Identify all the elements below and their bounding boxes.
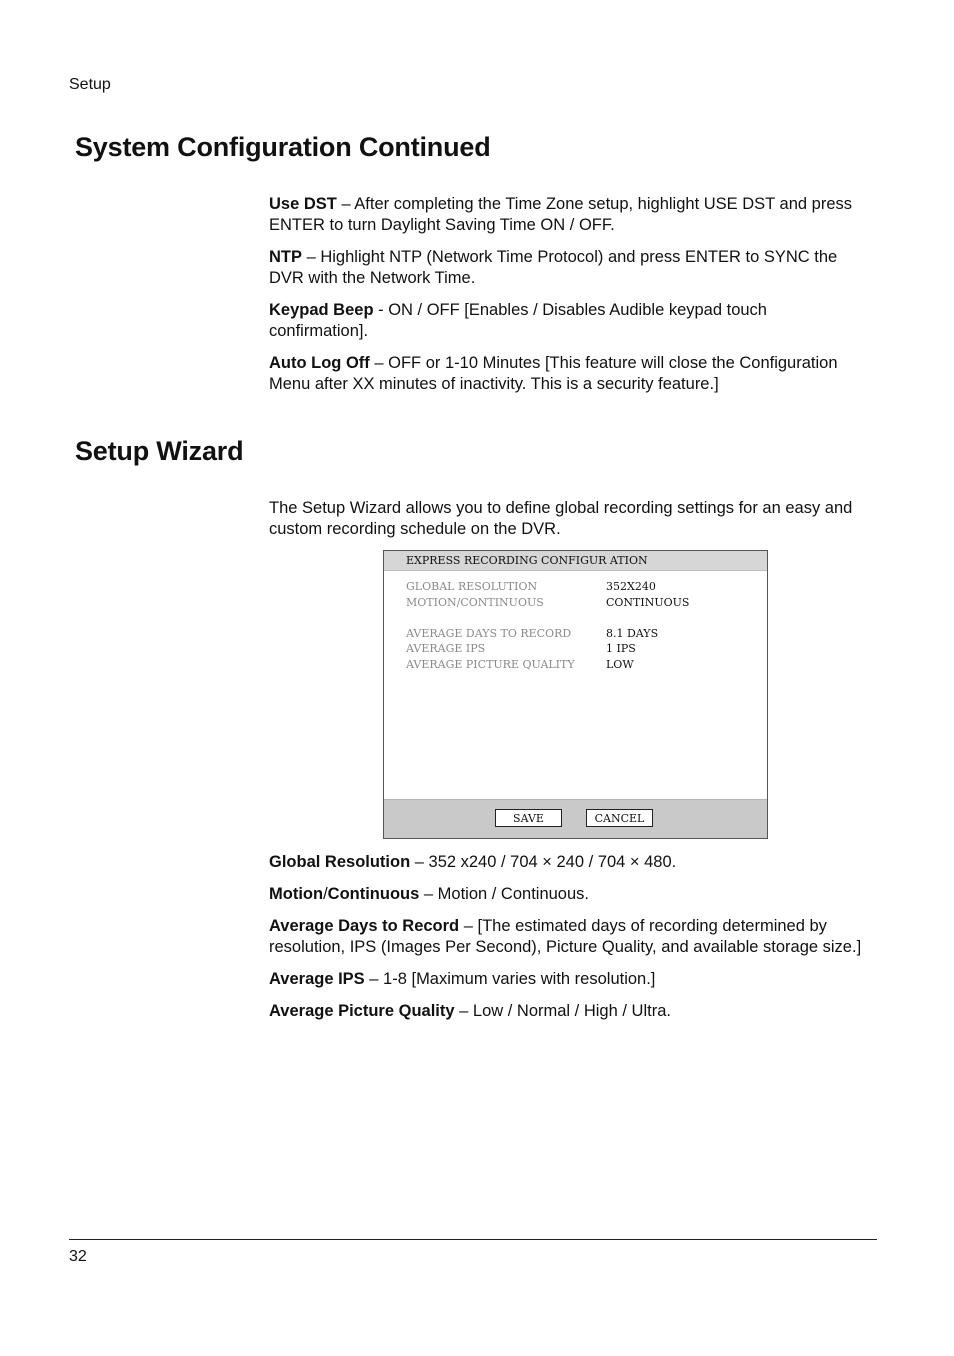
section-title-system-configuration: System Configuration Continued bbox=[75, 132, 491, 162]
keypad-beep-term: Keypad Beep bbox=[269, 301, 374, 319]
setting-value: 352X240 bbox=[606, 580, 656, 593]
average-days-text: – [The estimated days of recording determined by resolution, IPS (Images Per Second), Picture Quality, and available storage size.] bbox=[269, 917, 862, 956]
auto-log-off-text: – OFF or 1-10 Minutes [This feature will close the Configuration Menu after XX minutes of inactivity. This is a security feature.] bbox=[269, 354, 838, 393]
setting-value: CONTINUOUS bbox=[606, 595, 690, 609]
average-ips-term: Average IPS bbox=[269, 970, 365, 988]
setting-value: LOW bbox=[606, 657, 634, 671]
settings-list bbox=[406, 579, 746, 672]
global-resolution-text: – 352 x240 / 704 × 240 / 704 × 480. bbox=[410, 853, 677, 871]
setting-label: GLOBAL RESOLUTION bbox=[406, 580, 538, 593]
system-configuration-body bbox=[269, 194, 869, 395]
setting-row-motion-continuous[interactable] bbox=[406, 595, 746, 611]
motion-continuous-text: – Motion / Continuous. bbox=[419, 885, 589, 903]
save-button[interactable]: SAVE bbox=[495, 809, 562, 827]
motion-term: Motion bbox=[269, 885, 324, 903]
ntp-paragraph bbox=[269, 247, 869, 289]
setting-label: MOTION/CONTINUOUS bbox=[406, 595, 544, 609]
ntp-term: NTP bbox=[269, 248, 302, 266]
term-separator: / bbox=[323, 885, 328, 903]
average-ips-text: – 1-8 [Maximum varies with resolution.] bbox=[364, 970, 656, 988]
keypad-beep-text: - ON / OFF [Enables / Disables Audible keypad touch confirmation]. bbox=[269, 301, 767, 340]
setting-row-average-picture-quality[interactable] bbox=[406, 657, 746, 673]
motion-continuous-paragraph bbox=[269, 884, 869, 905]
screen-title: EXPRESS RECORDING CONFIGUR ATION bbox=[384, 551, 767, 571]
setting-row-global-resolution[interactable] bbox=[406, 579, 746, 595]
setting-value: 1 IPS bbox=[606, 642, 636, 655]
intro-paragraph: The Setup Wizard allows you to define global recording settings for an easy and custom recording schedule on the DVR. bbox=[269, 499, 853, 538]
global-resolution-term: Global Resolution bbox=[269, 853, 411, 871]
average-picture-quality-term: Average Picture Quality bbox=[269, 1002, 455, 1020]
cancel-button[interactable]: CANCEL bbox=[586, 809, 653, 827]
running-head: Setup bbox=[69, 76, 111, 93]
global-resolution-paragraph bbox=[269, 852, 869, 873]
setting-label: AVERAGE PICTURE QUALITY bbox=[406, 657, 575, 671]
express-recording-screen bbox=[383, 550, 768, 839]
setting-value: 8.1 DAYS bbox=[606, 626, 659, 640]
use-dst-term: Use DST bbox=[269, 195, 337, 213]
use-dst-text: – After completing the Time Zone setup, highlight USE DST and press ENTER to turn Daylight Saving Time ON / OFF. bbox=[269, 195, 852, 234]
row-spacer bbox=[406, 610, 746, 626]
setting-label: AVERAGE DAYS TO RECORD bbox=[406, 626, 572, 640]
footer-rule bbox=[69, 1239, 877, 1240]
setup-wizard-definitions bbox=[269, 852, 869, 1022]
screen-button-bar bbox=[384, 799, 767, 838]
average-ips-paragraph bbox=[269, 969, 869, 990]
average-days-paragraph bbox=[269, 916, 869, 958]
setup-wizard-intro bbox=[269, 498, 869, 540]
average-picture-quality-text: – Low / Normal / High / Ultra. bbox=[454, 1002, 671, 1020]
ntp-text: – Highlight NTP (Network Time Protocol) and press ENTER to SYNC the DVR with the Network Time. bbox=[269, 248, 838, 287]
setting-row-average-days[interactable] bbox=[406, 626, 746, 642]
average-days-term: Average Days to Record bbox=[269, 917, 460, 935]
continuous-term: Continuous bbox=[327, 885, 420, 903]
setting-label: AVERAGE IPS bbox=[406, 642, 486, 655]
auto-log-off-term: Auto Log Off bbox=[269, 354, 370, 372]
setting-row-average-ips[interactable] bbox=[406, 641, 746, 657]
use-dst-paragraph bbox=[269, 194, 869, 236]
page-number: 32 bbox=[69, 1248, 87, 1265]
section-title-setup-wizard: Setup Wizard bbox=[75, 436, 244, 466]
auto-log-off-paragraph bbox=[269, 353, 869, 395]
average-picture-quality-paragraph bbox=[269, 1001, 869, 1022]
keypad-beep-paragraph bbox=[269, 300, 869, 342]
